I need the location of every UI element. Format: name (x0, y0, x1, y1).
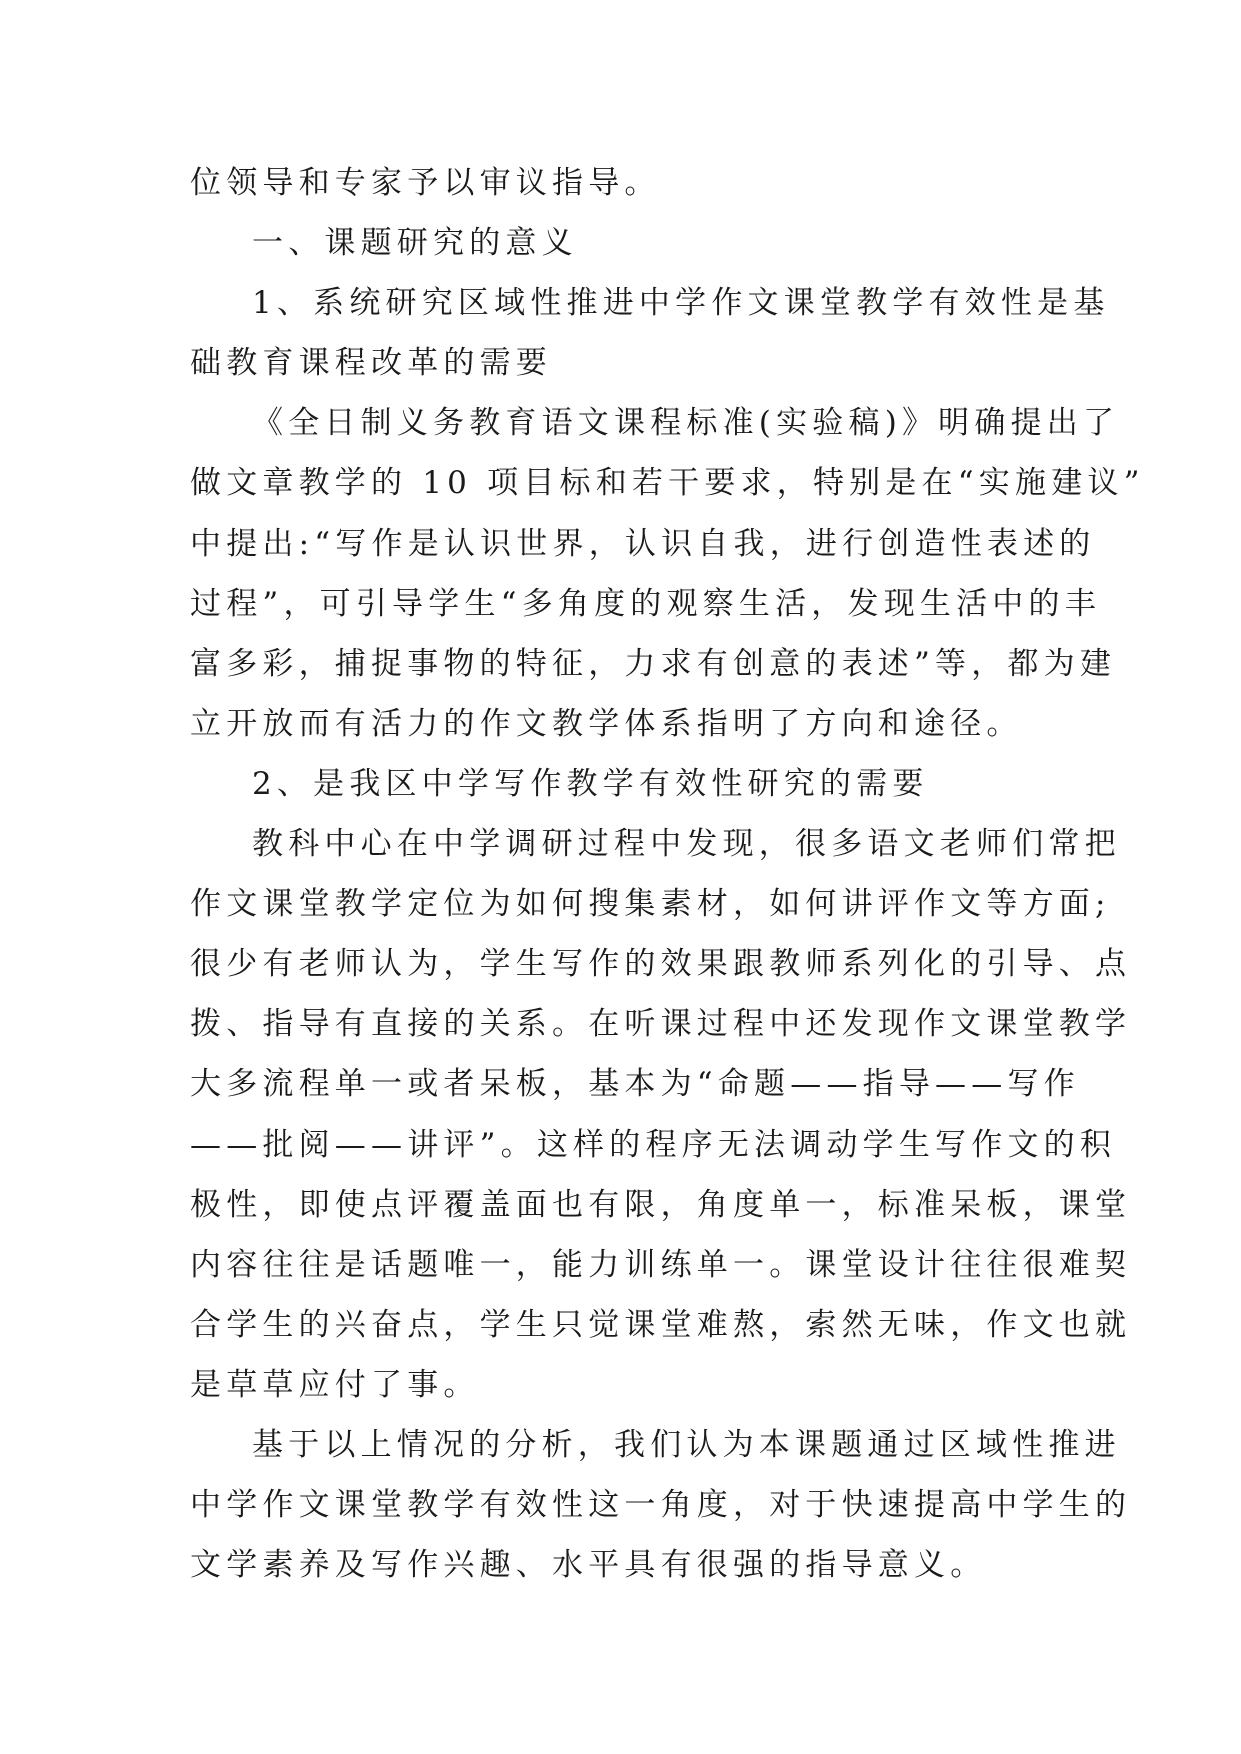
text-line: 极性，即使点评覆盖面也有限，角度单一，标准呆板，课堂 (190, 1186, 1132, 1223)
text-line: 很少有老师认为，学生写作的效果跟教师系列化的引导、点 (190, 946, 1132, 983)
text-line: 基于以上情况的分析，我们认为本课题通过区域性推进 (252, 1426, 1121, 1463)
subheading-line: 2、是我区中学写作教学有效性研究的需要 (252, 765, 929, 802)
text-line: 教科中心在中学调研过程中发现，很多语文老师们常把 (252, 826, 1121, 863)
text-line: 位领导和专家予以审议指导。 (190, 165, 661, 201)
section-heading: 一、课题研究的意义 (252, 225, 578, 262)
text-line: 中学作文课堂教学有效性这一角度，对于快速提高中学生的 (190, 1487, 1132, 1524)
text-line: 中提出:“写作是认识世界，认识自我，进行创造性表述的 (190, 525, 1096, 562)
text-line: 富多彩，捕捉事物的特征，力求有创意的表述”等，都为建 (190, 645, 1117, 682)
text-line: 拨、指导有直接的关系。在听课过程中还发现作文课堂教学 (190, 1006, 1132, 1043)
subheading-line: 础教育课程改革的需要 (190, 345, 552, 382)
text-line: ——批阅——讲评”。这样的程序无法调动学生写作文的积 (190, 1126, 1117, 1163)
text-line: 作文课堂教学定位为如何搜集素材，如何讲评作文等方面; (190, 886, 1111, 923)
text-line: 《全日制义务教育语文课程标准(实验稿)》明确提出了 (252, 405, 1120, 442)
text-line: 大多流程单一或者呆板，基本为“命题——指导——写作 (190, 1066, 1080, 1103)
text-line: 过程”，可引导学生“多角度的观察生活，发现生活中的丰 (190, 585, 1101, 622)
document-body (190, 153, 1145, 1595)
text-line: 做文章教学的 10 项目标和若干要求，特别是在“实施建议” (190, 465, 1145, 502)
text-line: 合学生的兴奋点，学生只觉课堂难熬，索然无味，作文也就 (190, 1306, 1132, 1343)
subheading-line: 1、系统研究区域性推进中学作文课堂教学有效性是基 (252, 285, 1110, 322)
text-line: 文学素养及写作兴趣、水平具有很强的指导意义。 (190, 1547, 987, 1584)
text-line: 是草草应付了事。 (190, 1366, 480, 1403)
text-line: 立开放而有活力的作文教学体系指明了方向和途径。 (190, 705, 1023, 742)
text-line: 内容往往是话题唯一，能力训练单一。课堂设计往往很难契 (190, 1246, 1132, 1283)
